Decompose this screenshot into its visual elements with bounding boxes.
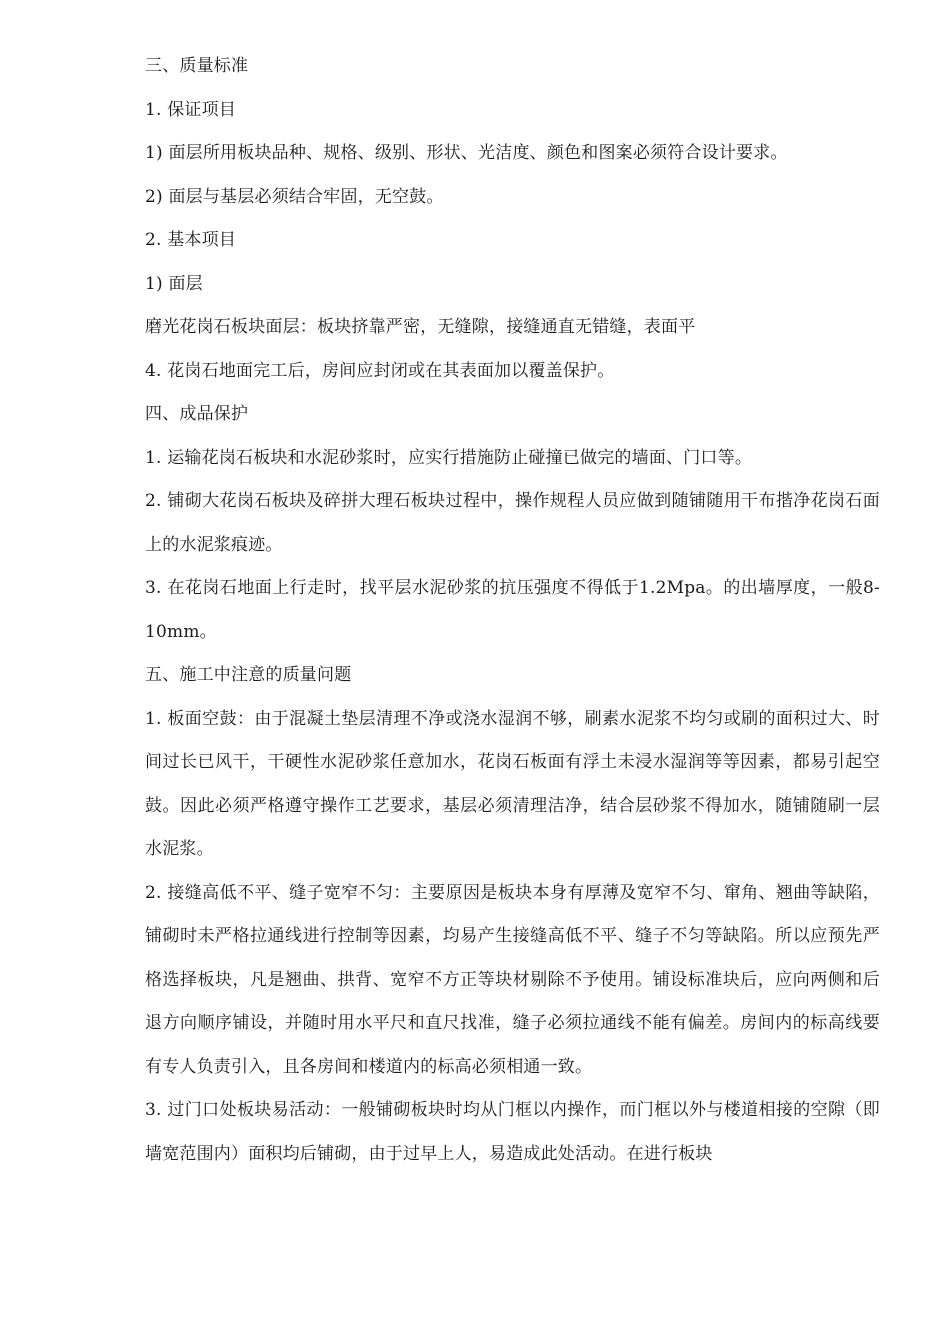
section-heading-quality-standard: 三、质量标准 xyxy=(145,56,249,76)
paragraph: 3. 在花岗石地面上行走时，找平层水泥砂浆的抗压强度不得低于1.2Mpa。的出墙厚度，一般8-10mm。 xyxy=(145,578,880,642)
paragraph: 2. 接缝高低不平、缝子宽窄不匀：主要原因是板块本身有厚薄及宽窄不匀、窜角、翘曲等缺陷，铺砌时未严格拉通线进行控制等因素，均易产生接缝高低不平、缝子不匀等缺陷。所以应预先严格选择板块，凡是翘曲、拱背、宽窄不方正等块材剔除不予使用。铺设标准块后，应向两侧和后退方向顺序铺设，并随时用水平尺和直尺找准，缝子必须拉通线不能有偏差。房间内的标高线要有专人负责引入，且各房间和楼道内的标高必须相通一致。 xyxy=(145,882,880,1077)
document-body xyxy=(145,45,880,1176)
subheading-guarantee-items: 1. 保证项目 xyxy=(145,99,237,120)
paragraph: 2. 铺砌大花岗石板块及碎拼大理石板块过程中，操作规程人员应做到随铺随用干布揩净花岗石面上的水泥浆痕迹。 xyxy=(145,491,880,555)
paragraph: 1. 运输花岗石板块和水泥砂浆时，应实行措施防止碰撞已做完的墙面、门口等。 xyxy=(145,447,753,468)
subheading-basic-items: 2. 基本项目 xyxy=(145,230,237,250)
paragraph: 2) 面层与基层必须结合牢固，无空鼓。 xyxy=(145,186,444,207)
paragraph: 磨光花岗石板块面层：板块挤靠严密，无缝隙，接缝通直无错缝，表面平 xyxy=(145,317,696,337)
paragraph: 3. 过门口处板块易活动：一般铺砌板块时均从门框以内操作，而门框以外与楼道相接的空隙（即墙宽范围内）面积均后铺砌，由于过早上人，易造成此处活动。在进行板块 xyxy=(145,1100,880,1164)
section-heading-product-protection: 四、成品保护 xyxy=(145,404,249,424)
paragraph: 4. 花岗石地面完工后，房间应封闭或在其表面加以覆盖保护。 xyxy=(145,360,615,381)
subheading-surface-layer: 1) 面层 xyxy=(145,273,203,294)
paragraph: 1) 面层所用板块品种、规格、级别、形状、光洁度、颜色和图案必须符合设计要求。 xyxy=(145,143,788,163)
paragraph: 1. 板面空鼓：由于混凝土垫层清理不净或浇水湿润不够，刷素水泥浆不均匀或刷的面积过大、时间过长已风干，干硬性水泥砂浆任意加水，花岗石板面有浮土未浸水湿润等等因素，都易引起空鼓。因此必须严格遵守操作工艺要求，基层必须清理洁净，结合层砂浆不得加水，随铺随刷一层水泥浆。 xyxy=(145,708,880,859)
section-heading-quality-issues: 五、施工中注意的质量问题 xyxy=(145,665,352,685)
